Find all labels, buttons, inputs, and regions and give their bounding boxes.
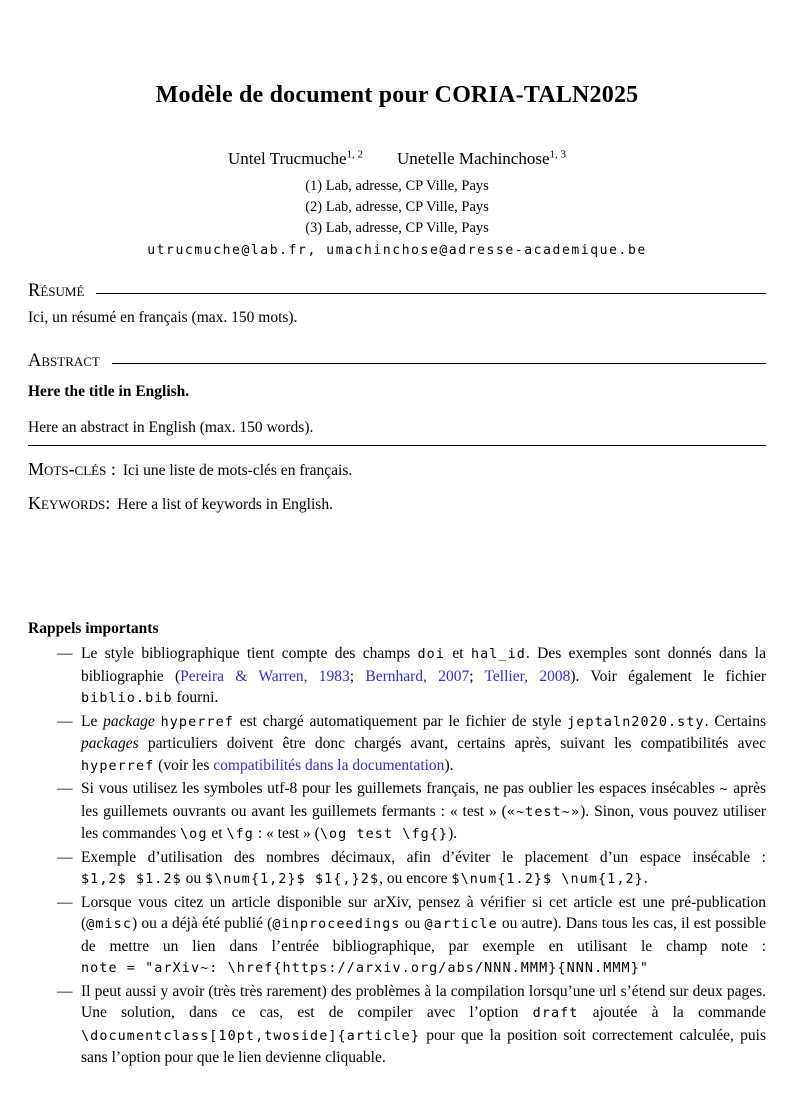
code-span: note = "arXiv~: \href{https://arxiv.org/abs/NNN.MMM}{NNN.MMM}"	[81, 961, 650, 976]
text-span: (voir les	[154, 756, 214, 774]
keywords-label: Keywords:	[28, 493, 111, 513]
list-item	[57, 847, 766, 891]
affiliation-line: (3) Lab, adresse, CP Ville, Pays	[305, 220, 489, 236]
affiliation-line: (2) Lab, adresse, CP Ville, Pays	[305, 199, 489, 215]
author	[397, 149, 566, 168]
text-span: Lorsque vous citez un article disponible sur arXiv, pensez à vérifier si cet article est une pré-publication (	[81, 893, 766, 932]
code-span: hyperref	[81, 758, 155, 774]
resume-rule	[96, 293, 766, 294]
inline-link[interactable]: Pereira & Warren, 1983	[180, 667, 350, 685]
text-span: . Des exemples sont donnés dans la bibliographie (	[81, 645, 766, 685]
code-span: «~test~»	[506, 804, 581, 820]
code-span: doi	[417, 647, 446, 662]
abstract-text: Here an abstract in English (max. 150 words).	[28, 419, 314, 436]
text-span: fourni.	[172, 689, 219, 706]
list-item-text	[81, 847, 766, 891]
text-span: ) ou a déjà été publié (	[131, 915, 273, 932]
text-span: ).	[448, 825, 458, 842]
author-emails: utrucmuche@lab.fr, umachinchose@adresse-academique.be	[147, 243, 647, 258]
text-span: ;	[349, 667, 366, 685]
reminders-section	[28, 620, 766, 1069]
list-item-dash: —	[57, 645, 73, 662]
resume-label: Résumé	[28, 281, 85, 301]
code-span: $\num{1,2}$ $1{,}2$	[205, 872, 380, 887]
text-span: ). Voir également le fichier	[570, 667, 766, 685]
text-span: après les guillemets ouvrants ou avant les guillemets fermants : « test » (	[81, 780, 766, 820]
text-span: Si vous utilisez les symboles utf-8 pour les guillemets français, ne pas oublier les espaces insécables	[81, 780, 720, 797]
text-span: : « test » (	[253, 825, 320, 842]
text-span: ajoutée à la commande	[578, 1004, 766, 1021]
mots-cles-label: Mots-clés :	[28, 459, 116, 479]
affiliation-line: (1) Lab, adresse, CP Ville, Pays	[305, 178, 489, 194]
text-span: .	[643, 870, 648, 887]
affiliations-block	[28, 176, 766, 239]
text-span: ). Sinon, vous pouvez utiliser les commandes	[81, 802, 766, 842]
text-span: Le style bibliographique tient compte des champs	[81, 645, 418, 662]
code-span: $\num{1.2}$ \num{1,2}	[451, 872, 644, 887]
code-span: hyperref	[160, 714, 234, 730]
code-span: @misc	[86, 917, 132, 932]
code-span: \fg	[226, 827, 254, 842]
text-span: Le	[81, 712, 104, 730]
list-item	[57, 778, 766, 846]
code-span: @article	[424, 917, 498, 932]
text-span: ou autre). Dans tous les cas, il est possible de mettre un lien dans l’entrée bibliographique, par exemple en utilisant le champ note :	[81, 915, 767, 955]
list-item-dash: —	[57, 982, 73, 1000]
abstract-rule	[112, 363, 766, 364]
code-span: jeptaln2020.sty	[567, 714, 705, 730]
list-item-dash: —	[57, 712, 73, 730]
code-span: @inproceedings	[272, 917, 401, 932]
inline-link[interactable]: Bernhard, 2007	[365, 667, 470, 685]
mots-cles-text: Ici une liste de mots-clés en français.	[122, 462, 353, 479]
inline-link[interactable]: compatibilités dans la documentation	[213, 756, 445, 774]
text-span: Il peut aussi y avoir (très très rarement) des problèmes à la compilation lorsqu’une url s’étend sur deux pages. Une solution, dans ce cas, est de compiler avec l’option	[81, 982, 766, 1021]
code-span: \og test \fg{}	[319, 827, 449, 842]
text-span: est chargé automatiquement par le fichier de style	[233, 712, 568, 730]
keywords-line	[28, 493, 766, 514]
resume-section-header	[28, 281, 766, 302]
text-span: Exemple d’utilisation des nombres décimaux, afin d’éviter le placement d’un espace insécable :	[81, 848, 766, 866]
list-item	[57, 643, 766, 710]
text-span: particuliers doivent être donc chargés avant, certains après, suivant les compatibilités avec	[138, 735, 766, 752]
text-span: . Certains	[704, 712, 766, 730]
text-span: pour que la position soit correctement calculée, puis sans l’option pour que le lien devienne cliquable.	[81, 1026, 766, 1066]
code-span: hal_id	[470, 647, 526, 662]
text-span: ;	[469, 667, 485, 685]
italic-span: package	[103, 712, 155, 730]
reminders-heading: Rappels importants	[28, 620, 159, 637]
text-span: ou	[400, 915, 425, 932]
code-span: draft	[532, 1006, 579, 1021]
list-item-dash: —	[57, 848, 73, 866]
author-name: Unetelle Machinchose	[397, 149, 550, 168]
list-item-text	[81, 981, 766, 1069]
list-item-text	[81, 643, 766, 710]
list-item-text	[81, 778, 766, 846]
text-span: et	[445, 645, 471, 662]
author	[228, 149, 363, 168]
abstract-label: Abstract	[28, 351, 100, 371]
list-item-text	[81, 892, 766, 980]
list-item-dash: —	[57, 780, 73, 797]
author-affiliation-sup: 1, 2	[346, 148, 364, 161]
list-item	[57, 711, 766, 778]
abstract-bottom-rule	[28, 445, 766, 446]
italic-span: packages	[81, 735, 139, 752]
reminders-list	[28, 643, 766, 1069]
code-span: $1,2$ $1.2$	[81, 872, 182, 887]
resume-text: Ici, un résumé en français (max. 150 mots).	[28, 309, 298, 326]
english-title: Here the title in English.	[28, 383, 190, 400]
inline-link[interactable]: Tellier, 2008	[484, 667, 571, 685]
authors-line	[28, 149, 766, 169]
text-span: et	[207, 825, 227, 842]
code-span: \documentclass[10pt,twoside]{article}	[81, 1028, 420, 1044]
list-item-dash: —	[57, 893, 73, 911]
text-span: , ou encore	[379, 870, 452, 887]
author-affiliation-sup: 1, 3	[549, 148, 566, 161]
mots-cles-line	[28, 459, 766, 480]
paper-title: Modèle de document pour CORIA-TALN2025	[155, 82, 639, 108]
code-span: \og	[180, 827, 208, 842]
list-item	[57, 892, 766, 980]
list-item	[57, 981, 766, 1069]
text-span: ).	[444, 756, 454, 774]
author-name: Untel Trucmuche	[228, 149, 347, 168]
keywords-text: Here a list of keywords in English.	[117, 496, 333, 513]
code-span: biblio.bib	[81, 691, 173, 706]
text-span: ou	[181, 870, 206, 887]
list-item-text	[81, 711, 766, 778]
code-span: ~	[719, 782, 729, 797]
abstract-section-header	[28, 351, 766, 372]
